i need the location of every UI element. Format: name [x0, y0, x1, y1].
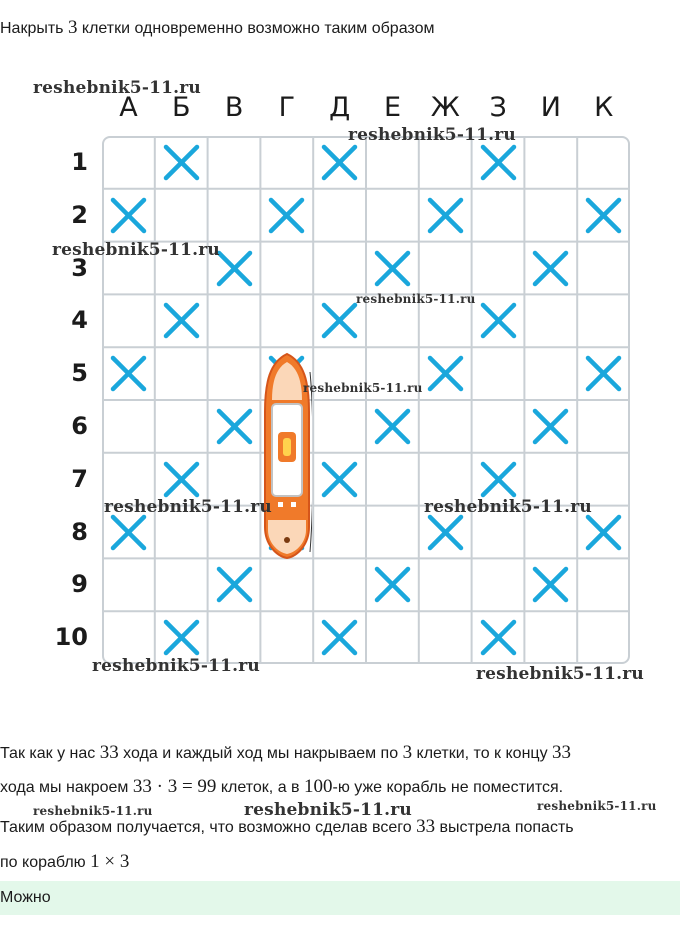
- cross-icon: [577, 347, 630, 400]
- cross-icon: [472, 294, 525, 347]
- cross-icon: [313, 453, 366, 506]
- cross-icon: [524, 558, 577, 611]
- column-label: А: [119, 92, 138, 123]
- cross-icon: [524, 400, 577, 453]
- watermark: reshebnik5-11.ru: [348, 125, 516, 145]
- column-label: Б: [172, 92, 191, 123]
- row-label: 3: [71, 253, 88, 282]
- column-label: З: [489, 92, 507, 123]
- cross-icon: [155, 294, 208, 347]
- row-label: 7: [71, 464, 88, 493]
- cross-icon: [472, 611, 525, 664]
- column-label: В: [224, 92, 244, 123]
- cross-icon: [208, 400, 261, 453]
- column-label: К: [594, 92, 614, 123]
- cross-icon: [102, 347, 155, 400]
- explanation-line-3: Таким образом получается, что возможно сделав всего 33 выстрела попасть: [0, 816, 574, 837]
- explanation-line-2: хода мы накроем 33 · 3 = 99 клеток, а в 100-ю уже корабль не поместится.: [0, 776, 564, 797]
- watermark: reshebnik5-11.ru: [104, 497, 272, 517]
- row-label: 2: [71, 200, 88, 229]
- cross-icon: [208, 558, 261, 611]
- intro-prefix: Накрыть: [0, 20, 68, 37]
- explanation-line-1: Так как у нас 33 хода и каждый ход мы накрываем по 3 клетки, то к концу 33: [0, 742, 572, 763]
- column-label: И: [540, 92, 561, 123]
- answer-text: Можно: [0, 889, 51, 906]
- cross-icon: [155, 136, 208, 189]
- cross-icon: [419, 189, 472, 242]
- watermark: reshebnik5-11.ru: [356, 292, 476, 306]
- cross-icon: [524, 242, 577, 295]
- column-label: Д: [329, 92, 351, 123]
- row-label: 8: [71, 517, 88, 546]
- row-label: 4: [71, 306, 88, 335]
- watermark: reshebnik5-11.ru: [424, 497, 592, 517]
- cross-icon: [102, 189, 155, 242]
- row-label: 5: [71, 359, 88, 388]
- cross-icon: [366, 242, 419, 295]
- watermark: reshebnik5-11.ru: [33, 804, 153, 818]
- watermark: reshebnik5-11.ru: [52, 240, 220, 260]
- row-label: 6: [71, 412, 88, 440]
- intro-number: 3: [67, 17, 78, 38]
- watermark: reshebnik5-11.ru: [303, 381, 423, 395]
- cross-icon: [313, 611, 366, 664]
- explanation-line-4: по кораблю 1 × 3: [0, 851, 130, 872]
- watermark: reshebnik5-11.ru: [476, 664, 644, 684]
- watermark: reshebnik5-11.ru: [33, 78, 201, 98]
- watermark: reshebnik5-11.ru: [244, 800, 412, 820]
- cross-icon: [419, 347, 472, 400]
- watermark: reshebnik5-11.ru: [92, 656, 260, 676]
- intro-suffix: клетки одновременно возможно таким образом: [77, 20, 435, 37]
- cross-icon: [366, 558, 419, 611]
- column-label: Г: [278, 92, 296, 123]
- column-label: Ж: [430, 92, 460, 123]
- answer-box: [0, 881, 680, 915]
- column-label: Е: [383, 92, 402, 123]
- row-label: 1: [71, 148, 88, 176]
- row-label: 10: [54, 623, 88, 652]
- cross-icon: [577, 189, 630, 242]
- row-label: 9: [71, 570, 88, 599]
- cross-icon: [260, 189, 313, 242]
- cross-icon: [366, 400, 419, 453]
- watermark: reshebnik5-11.ru: [537, 799, 657, 813]
